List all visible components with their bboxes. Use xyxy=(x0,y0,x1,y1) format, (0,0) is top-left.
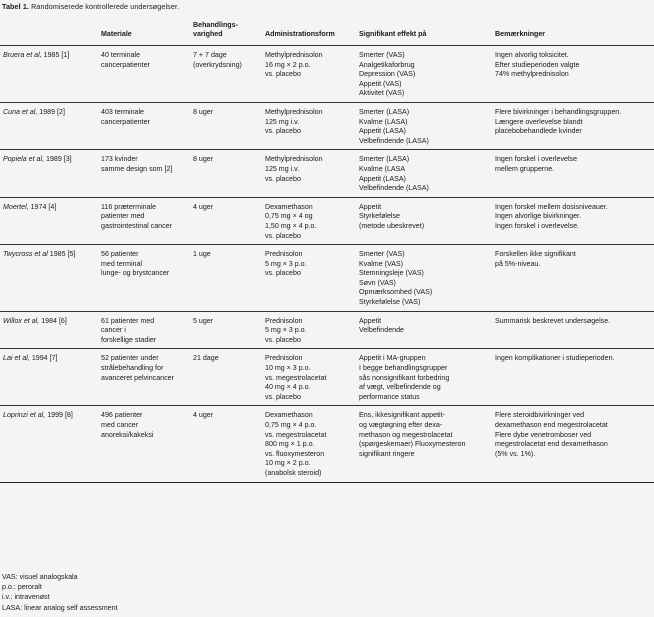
table-row xyxy=(0,245,654,312)
table-row xyxy=(0,102,654,149)
study-author: Lai et al, xyxy=(3,354,30,363)
cell-materiale: 403 terminale cancerpatienter xyxy=(98,102,190,149)
study-author: Twycross et al xyxy=(3,250,48,259)
footnote: LASA: linear analog self assessment xyxy=(2,603,118,612)
cell-materiale: 496 patienter med cancer anoreksi/kakeksi xyxy=(98,406,190,482)
study-author: Cuna et al, xyxy=(3,107,38,116)
cell-bemaerkninger: Ingen komplikationer i studieperioden. xyxy=(492,349,654,406)
cell-bemaerkninger: Ingen forskel mellem dosisniveauer. Ingen alvorlige bivirkninger. Ingen forskel i overlevelse. xyxy=(492,197,654,244)
cell-varighed: 7 + 7 dage (overkrydsning) xyxy=(190,46,262,103)
study-ref: 1974 [4] xyxy=(30,202,57,211)
cell-materiale: 116 præterminale patienter med gastrointestinal cancer xyxy=(98,197,190,244)
cell-admin: Prednisolon 10 mg × 3 p.o. vs. megestrolacetat 40 mg × 4 p.o. vs. placebo xyxy=(262,349,356,406)
cell-effekt: Smerter (LASA) Kvalme (LASA Appetit (LASA) Velbefindende (LASA) xyxy=(356,150,492,197)
cell-materiale: 173 kvinder samme design som [2] xyxy=(98,150,190,197)
header-bemaerkninger: Bemærkninger xyxy=(492,16,654,46)
cell-bemaerkninger: Flere steroidbivirkninger ved dexamethason end megestrolacetat Flere dybe venetromboser ved megestrolacetat end dexamethason (5% vs. 1%). xyxy=(492,406,654,482)
cell-varighed: 8 uger xyxy=(190,102,262,149)
header-effekt: Signifikant effekt på xyxy=(356,16,492,46)
table-row xyxy=(0,150,654,197)
header-administrationsform: Administrationsform xyxy=(262,16,356,46)
header-study xyxy=(0,16,98,46)
cell-effekt: Appetit Styrkefølelse (metode ubeskrevet) xyxy=(356,197,492,244)
study-ref: 1994 [7] xyxy=(31,354,58,363)
footnote: VAS: visuel analogskala xyxy=(2,573,78,581)
footnotes xyxy=(2,572,118,613)
study-ref: 1985 [5] xyxy=(49,250,76,259)
cell-study xyxy=(0,349,98,406)
cell-study xyxy=(0,102,98,149)
cell-materiale: 52 patienter under strålebehandling for avanceret pelvincancer xyxy=(98,349,190,406)
study-author: Moertel, xyxy=(3,202,29,211)
cell-admin: Prednisolon 5 mg × 3 p.o. vs. placebo xyxy=(262,245,356,312)
cell-varighed: 1 uge xyxy=(190,245,262,312)
cell-bemaerkninger: Ingen forskel i overlevelse mellem grupperne. xyxy=(492,150,654,197)
cell-varighed: 4 uger xyxy=(190,197,262,244)
cell-varighed: 8 uger xyxy=(190,150,262,197)
table-row xyxy=(0,349,654,406)
cell-effekt: Smerter (VAS) Analgetikaforbrug Depression (VAS) Appetit (VAS) Aktivitet (VAS) xyxy=(356,46,492,103)
cell-admin: Methylprednisolon 125 mg i.v. vs. placebo xyxy=(262,150,356,197)
study-ref: 1985 [1] xyxy=(43,51,70,59)
study-author: Loprinzi et al, xyxy=(3,411,46,420)
cell-bemaerkninger: Flere bivirkninger i behandlingsgruppen. Længere overlevelse blandt placebobehandlede kvinder xyxy=(492,102,654,149)
cell-admin: Methylprednisolon 125 mg i.v. vs. placebo xyxy=(262,102,356,149)
study-author: Popiela et al, xyxy=(3,155,45,164)
cell-admin: Dexamethason 0,75 mg × 4 og 1,50 mg × 4 p.o. vs. placebo xyxy=(262,197,356,244)
cell-varighed: 5 uger xyxy=(190,311,262,349)
cell-study xyxy=(0,245,98,312)
cell-bemaerkninger: Summarisk beskrevet undersøgelse. xyxy=(492,311,654,349)
cell-effekt: Smerter (LASA) Kvalme (LASA) Appetit (LASA) Velbefindende (LASA) xyxy=(356,102,492,149)
table-row xyxy=(0,197,654,244)
cell-effekt: Appetit Velbefindende xyxy=(356,311,492,349)
cell-effekt: Ens, ikkesignifikant appetit- og vægtøgning efter dexa- methason og megestrolacetat (spørgeskemaer) Fluoxymesteron signifikant ringere xyxy=(356,406,492,482)
footnote: p.o.: peroralt xyxy=(2,583,42,592)
table-header-row xyxy=(0,16,654,46)
cell-materiale: 61 patienter med cancer i forskellige stadier xyxy=(98,311,190,349)
studies-table xyxy=(0,16,654,483)
cell-study xyxy=(0,406,98,482)
cell-effekt: Appetit i MA-gruppen I begge behandlingsgrupper sås nonsignifikant forbedring af vægt, velbefindende og performance status xyxy=(356,349,492,406)
table-row xyxy=(0,46,654,103)
cell-study xyxy=(0,46,98,103)
study-ref: 1989 [2] xyxy=(39,107,65,116)
footnote: i.v.: intravenøst xyxy=(2,593,50,602)
study-ref: 1989 [3] xyxy=(46,155,72,164)
table-caption xyxy=(2,2,179,11)
cell-materiale: 40 terminale cancerpatienter xyxy=(98,46,190,103)
study-ref: 1999 [8] xyxy=(47,411,73,420)
study-ref: 1984 [6] xyxy=(41,316,67,325)
caption-label: Tabel 1. xyxy=(2,2,30,11)
study-author: Bruera et al, xyxy=(3,51,42,59)
cell-materiale: 56 patienter med terminal lunge- og brystcancer xyxy=(98,245,190,312)
header-materiale: Materiale xyxy=(98,16,190,46)
cell-admin: Dexamethason 0,75 mg × 4 p.o. vs. megestrolacetat 800 mg × 1 p.o. vs. fluoxymesteron 10 mg × 2 p.o. (anabolsk steroid) xyxy=(262,406,356,482)
cell-varighed: 21 dage xyxy=(190,349,262,406)
cell-bemaerkninger: Forskellen ikke signifikant på 5%-niveau. xyxy=(492,245,654,312)
cell-study xyxy=(0,150,98,197)
study-author: Willox et al, xyxy=(3,316,40,325)
cell-effekt: Smerter (VAS) Kvalme (VAS) Stemningsleje (VAS) Søvn (VAS) Opmærksomhed (VAS) Styrkefølelse (VAS) xyxy=(356,245,492,312)
table-row xyxy=(0,311,654,349)
cell-varighed: 4 uger xyxy=(190,406,262,482)
table-row xyxy=(0,406,654,482)
cell-bemaerkninger: Ingen alvorlig toksicitet. Efter studieperioden valgte 74% methylprednisolon xyxy=(492,46,654,103)
cell-admin: Methylprednisolon 16 mg × 2 p.o. vs. placebo xyxy=(262,46,356,103)
header-varighed: Behandlings- varighed xyxy=(190,16,262,46)
cell-study xyxy=(0,311,98,349)
caption-text: Randomiserede kontrollerede undersøgelser. xyxy=(31,2,180,11)
cell-admin: Prednisolon 5 mg × 3 p.o. vs. placebo xyxy=(262,311,356,349)
cell-study xyxy=(0,197,98,244)
